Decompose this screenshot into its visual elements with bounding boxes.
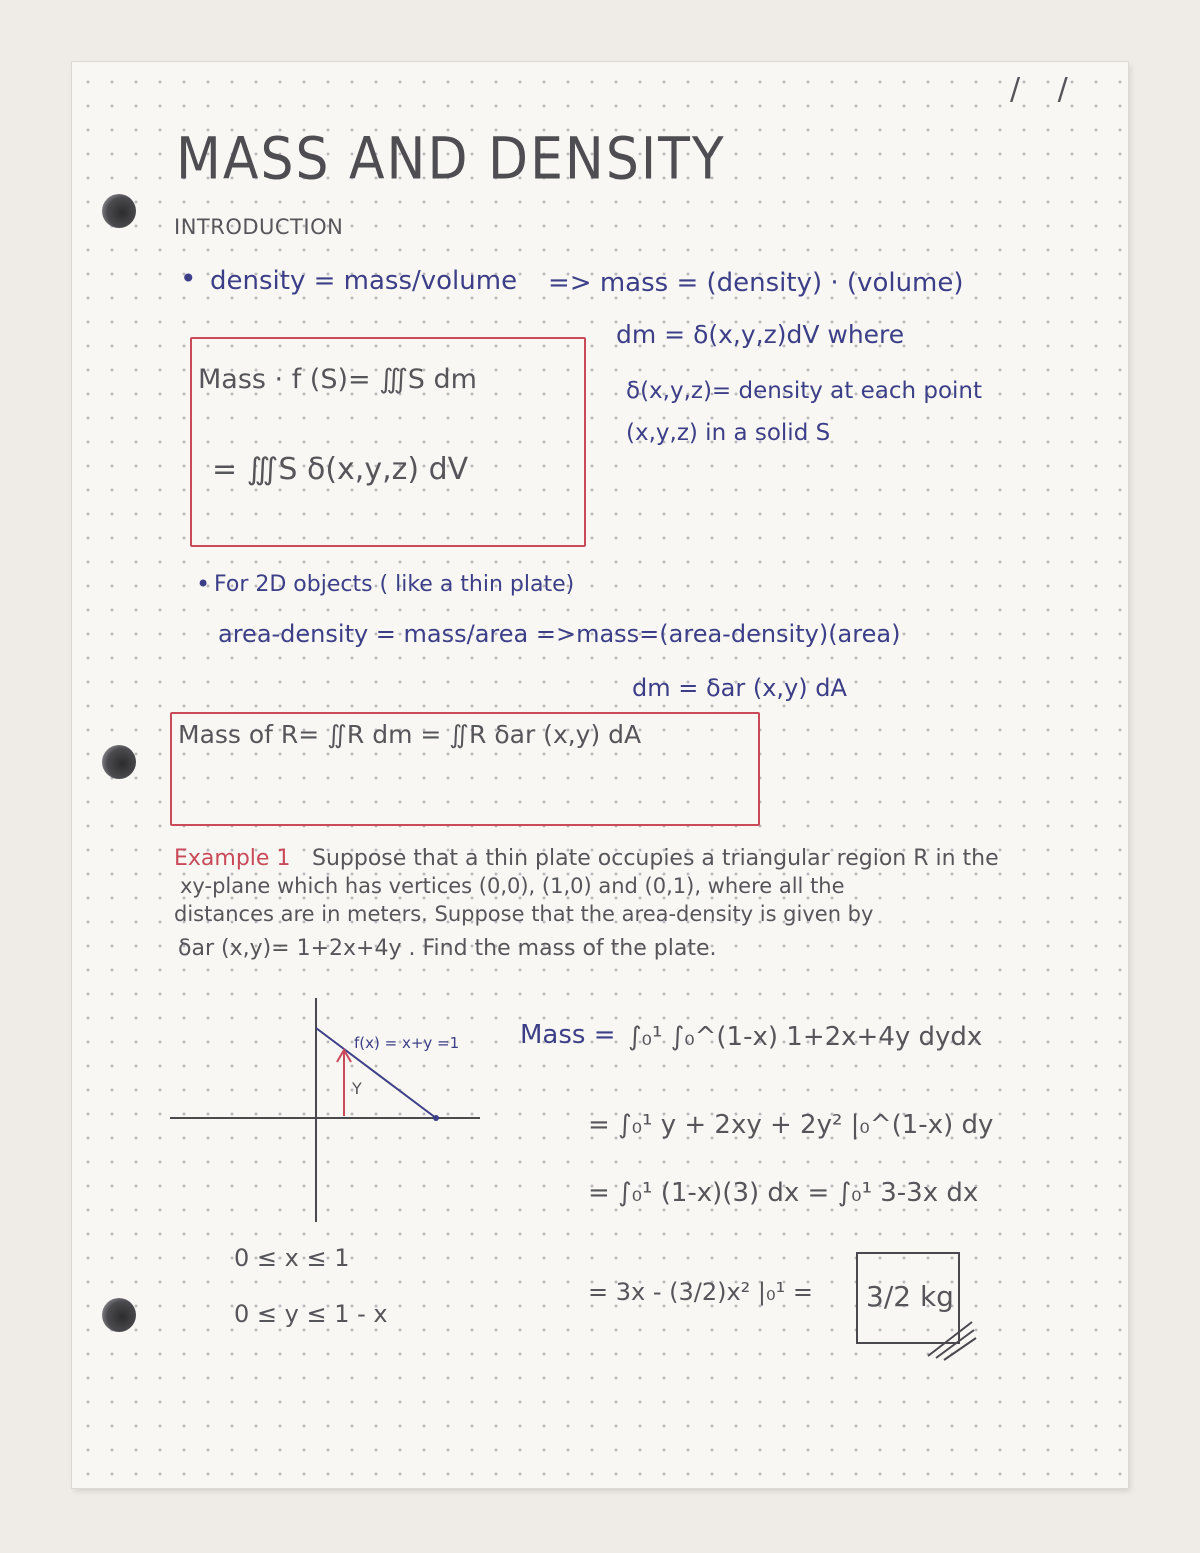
page-title: MASS AND DENSITY — [176, 126, 726, 194]
dm-definition: dm = δ(x,y,z)dV where — [616, 320, 905, 349]
example-text-line4: δar (x,y)= 1+2x+4y . Find the mass of the plate. — [178, 936, 717, 961]
curve-label: f(x) = x+y =1 — [354, 1034, 460, 1052]
delta-definition-cont: (x,y,z) in a solid S — [626, 420, 831, 446]
mass-implication: => mass = (density) · (volume) — [548, 268, 964, 298]
bullet: • — [180, 262, 197, 295]
mass-formula-line1: Mass · f (S)= ∭S dm — [198, 364, 477, 395]
answer-underline-marks — [924, 1318, 978, 1362]
binder-hole-bottom — [102, 1298, 136, 1332]
y-label: Y — [352, 1079, 362, 1098]
delta-definition: δ(x,y,z)= density at each point — [626, 378, 983, 404]
solution-step4: = 3x - (3/2)x² |₀¹ = — [588, 1278, 813, 1306]
section-heading: INTRODUCTION — [174, 215, 344, 239]
example-text-line2: xy-plane which has vertices (0,0), (1,0) and (0,1), where all the — [180, 874, 845, 898]
mass-label: Mass = — [520, 1020, 616, 1050]
vertex-point — [433, 1115, 439, 1121]
density-definition: density = mass/volume — [210, 266, 518, 296]
solution-step1: ∫₀¹ ∫₀^(1-x) 1+2x+4y dydx — [628, 1022, 983, 1052]
bullet: • — [196, 570, 211, 598]
area-mass-formula: Mass of R= ∬R dm = ∬R δar (x,y) dA — [178, 720, 642, 749]
twod-heading: For 2D objects ( like a thin plate) — [214, 572, 575, 597]
binder-hole-top — [102, 194, 136, 228]
x-bounds: 0 ≤ x ≤ 1 — [234, 1244, 350, 1272]
answer-value: 3/2 kg — [866, 1280, 954, 1313]
binder-hole-middle — [102, 745, 136, 779]
area-density-definition: area-density = mass/area =>mass=(area-density)(area) — [218, 620, 901, 648]
region-graph — [160, 990, 500, 1230]
example-text-line1: Suppose that a thin plate occupies a triangular region R in the — [312, 846, 999, 871]
date-marks: / / — [1010, 72, 1082, 107]
area-dm-definition: dm = δar (x,y) dA — [632, 674, 847, 702]
solution-step3: = ∫₀¹ (1-x)(3) dx = ∫₀¹ 3-3x dx — [588, 1178, 979, 1208]
y-bounds: 0 ≤ y ≤ 1 - x — [234, 1300, 388, 1328]
example-text-line3: distances are in meters. Suppose that the area-density is given by — [174, 902, 874, 926]
example-label: Example 1 — [174, 846, 291, 871]
solution-step2: = ∫₀¹ y + 2xy + 2y² |₀^(1-x) dy — [588, 1110, 994, 1140]
mass-formula-line2: = ∭S δ(x,y,z) dV — [212, 452, 469, 487]
